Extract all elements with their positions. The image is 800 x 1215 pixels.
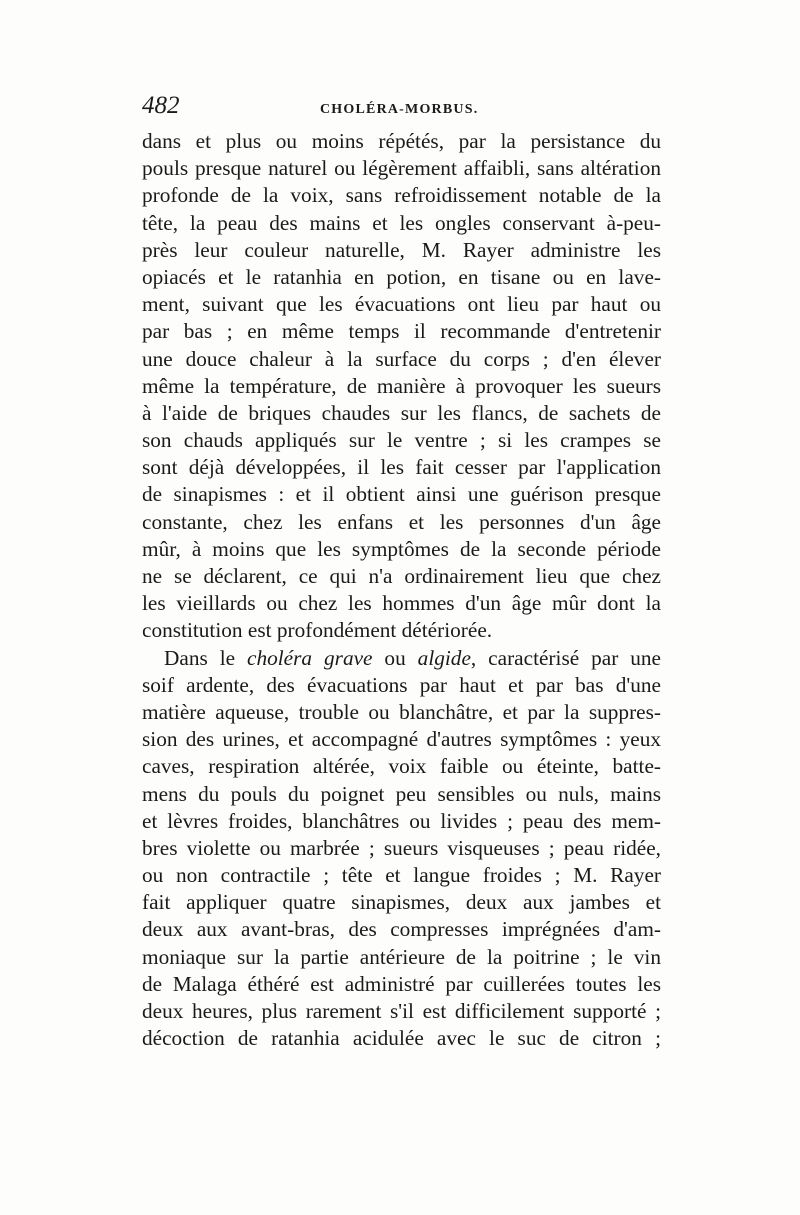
paragraph-1 [142,128,661,645]
text-line: matière aqueuse, trouble ou blanchâtre, et par la suppres- [142,699,661,724]
text-line: de sinapismes : et il obtient ainsi une guérison presque [142,482,661,507]
text-line: son chauds appliqués sur le ventre ; si les crampes se [142,428,661,453]
text-line: par bas ; en même temps il recommande d'entretenir [142,319,661,344]
text-line: bres violette ou marbrée ; sueurs visqueuses ; peau ridée, [142,835,661,860]
text-line: constante, chez les enfans et les personnes d'un âge [142,509,661,534]
text-line: près leur couleur naturelle, M. Rayer administre les [142,237,661,262]
text-run: , caractérisé par une [470,645,661,670]
text-line: deux aux avant-bras, des compresses imprégnées d'am- [142,917,661,942]
text-line: ment, suivant que les évacuations ont lieu par haut ou [142,292,661,317]
running-title: CHOLÉRA-MORBUS. [320,102,479,117]
text-line: ne se déclarent, ce qui n'a ordinairement lieu que chez [142,564,661,588]
text-line: de Malaga éthéré est administré par cuillerées toutes les [142,971,661,996]
text-line: les vieillards ou chez les hommes d'un âge mûr dont la [142,591,661,616]
text-line: sont déjà développées, il les fait cesser par l'application [142,455,661,480]
text-line: dans et plus ou moins répétés, par la persistance du [142,129,661,153]
page-number: 482 [142,92,180,119]
text-line: sion des urines, et accompagné d'autres symptômes : yeux [142,727,661,752]
text-line: soif ardente, des évacuations par haut et par bas d'une [142,672,661,697]
text-line: ou non contractile ; tête et langue froides ; M. Rayer [142,863,661,888]
text-line [142,645,661,672]
running-head [142,92,662,122]
text-line: tête, la peau des mains et les ongles conservant à-peu- [142,210,661,235]
body-text [142,128,661,1052]
text-run: ou [372,645,418,670]
text-line: constitution est profondément détériorée. [142,618,493,643]
emphasis-algide: algide [417,645,471,670]
text-run: Dans le [164,645,248,670]
text-line: et lèvres froides, blanchâtres ou livides ; peau des mem- [142,808,661,833]
text-line: pouls presque naturel ou légèrement affaibli, sans altération [142,156,661,181]
text-line: deux heures, plus rarement s'il est difficilement supporté ; [142,999,661,1023]
text-line: moniaque sur la partie antérieure de la poitrine ; le vin [142,944,661,969]
text-line: mens du pouls du poignet peu sensibles ou nuls, mains [142,781,661,806]
text-line: même la température, de manière à provoquer les sueurs [142,373,661,398]
text-line: à l'aide de briques chaudes sur les flancs, de sachets de [142,400,661,425]
text-line: fait appliquer quatre sinapismes, deux aux jambes et [142,890,661,915]
text-line: opiacés et le ratanhia en potion, en tisane ou en lave- [142,264,661,289]
emphasis-cholera-grave: choléra grave [247,645,373,670]
text-line: caves, respiration altérée, voix faible ou éteinte, batte- [142,754,661,779]
text-line: une douce chaleur à la surface du corps ; d'en élever [142,346,661,371]
text-line: mûr, à moins que les symptômes de la seconde période [142,536,661,561]
text-line: profonde de la voix, sans refroidissement notable de la [142,183,661,208]
text-line: décoction de ratanhia acidulée avec le suc de citron ; [142,1026,661,1051]
paragraph-2 [142,645,661,1053]
